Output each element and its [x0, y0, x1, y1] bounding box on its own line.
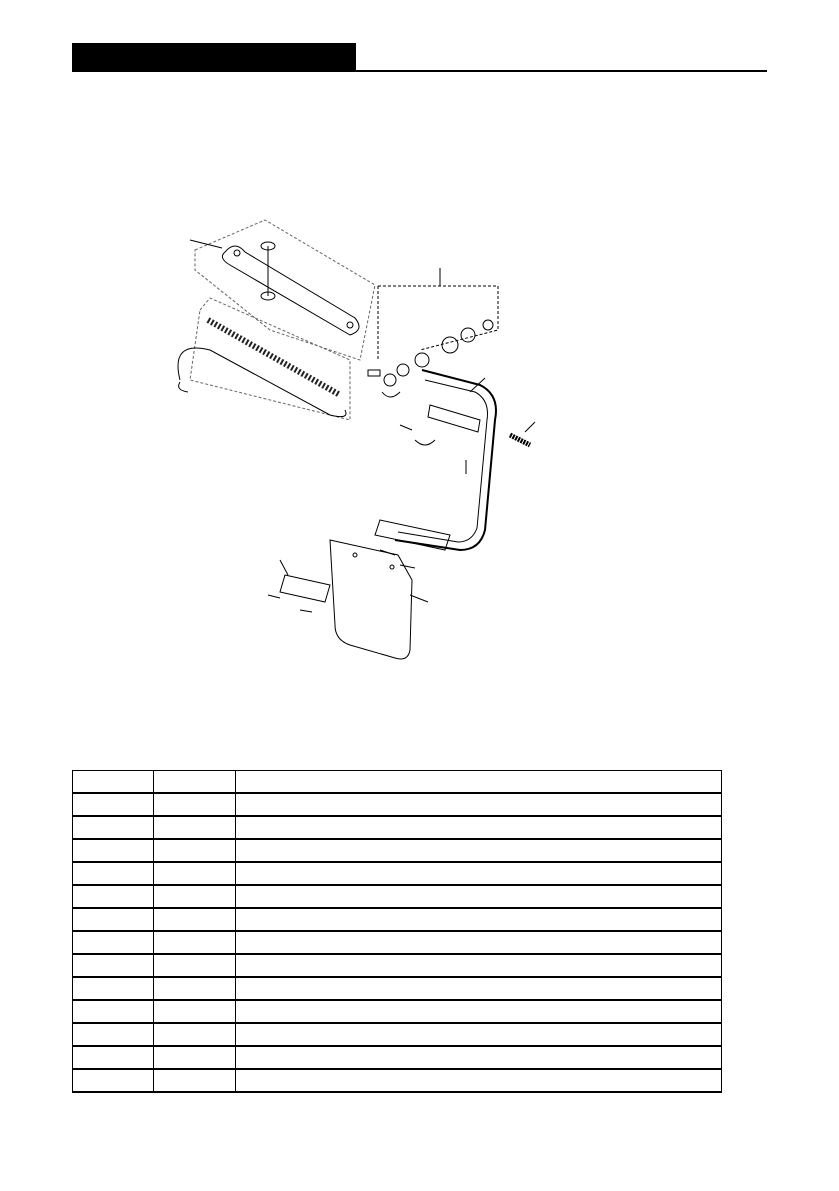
- strap-hole: [347, 322, 353, 328]
- table-cell: [236, 885, 722, 908]
- table-cell: [73, 885, 154, 908]
- table-cell: [236, 1023, 722, 1046]
- table-cell: [236, 1069, 722, 1092]
- bushing: [415, 353, 429, 367]
- cable-end: [179, 382, 188, 392]
- leader-line: [280, 560, 288, 575]
- table-cell: [236, 1046, 722, 1069]
- table-cell: [236, 793, 722, 816]
- main-handle-inner: [398, 380, 488, 542]
- exploded-parts-diagram: [150, 210, 570, 700]
- table-cell: [73, 839, 154, 862]
- table-cell: [154, 908, 236, 931]
- table-cell: [154, 793, 236, 816]
- table-row: [73, 1069, 722, 1092]
- spring: [461, 328, 475, 342]
- table-row: [73, 862, 722, 885]
- table-cell: [73, 1046, 154, 1069]
- parts-table-body: [73, 771, 722, 1093]
- table-row: [73, 793, 722, 816]
- table-cell: [73, 816, 154, 839]
- table-cell: [154, 771, 236, 794]
- table-cell: [236, 862, 722, 885]
- table-row: [73, 954, 722, 977]
- table-row: [73, 1000, 722, 1023]
- leader-line: [525, 422, 535, 432]
- table-cell: [154, 1000, 236, 1023]
- table-cell: [236, 954, 722, 977]
- table-row: [73, 1023, 722, 1046]
- table-row: [73, 931, 722, 954]
- table-cell: [236, 977, 722, 1000]
- table-row: [73, 839, 722, 862]
- table-cell: [154, 839, 236, 862]
- table-cell: [154, 931, 236, 954]
- table-cell: [73, 977, 154, 1000]
- parts-table: [72, 770, 722, 1093]
- bolt: [368, 370, 380, 376]
- clip: [382, 392, 400, 397]
- reinforcement-plate: [280, 575, 330, 602]
- leader-line: [470, 378, 485, 392]
- screw: [400, 425, 412, 430]
- table-cell: [236, 771, 722, 794]
- callout-box: [378, 286, 498, 360]
- table-cell: [236, 931, 722, 954]
- table-cell: [73, 793, 154, 816]
- main-handle-outer: [395, 370, 496, 550]
- cross-bracket: [428, 405, 480, 432]
- strap-hole: [234, 250, 240, 256]
- plate-group-outline: [195, 220, 375, 360]
- table-row: [73, 977, 722, 1000]
- table-cell: [73, 1069, 154, 1092]
- table-cell: [154, 1046, 236, 1069]
- table-cell: [73, 862, 154, 885]
- leader-line: [190, 240, 222, 248]
- nut: [384, 374, 396, 386]
- table-cell: [154, 1069, 236, 1092]
- table-cell: [154, 816, 236, 839]
- washer: [483, 320, 493, 330]
- table-cell: [154, 885, 236, 908]
- table-cell: [236, 908, 722, 931]
- grip-spring: [510, 435, 530, 445]
- table-cell: [73, 908, 154, 931]
- table-cell: [236, 839, 722, 862]
- clamp: [415, 440, 435, 445]
- table-cell: [236, 1000, 722, 1023]
- table-cell: [73, 931, 154, 954]
- table-row: [73, 1046, 722, 1069]
- table-cell: [73, 1000, 154, 1023]
- table-cell: [236, 816, 722, 839]
- header-rule: [72, 70, 767, 72]
- table-header-row: [73, 771, 722, 794]
- strap-bracket: [222, 246, 359, 335]
- screw: [300, 610, 312, 612]
- table-row: [73, 885, 722, 908]
- gear: [442, 337, 458, 353]
- nut: [397, 364, 409, 376]
- table-row: [73, 816, 722, 839]
- screw: [400, 565, 415, 568]
- chain-group-outline: [190, 298, 350, 420]
- leader-line: [410, 595, 428, 602]
- table-cell: [73, 954, 154, 977]
- table-cell: [154, 954, 236, 977]
- table-cell: [73, 771, 154, 794]
- table-cell: [73, 1023, 154, 1046]
- table-cell: [154, 1023, 236, 1046]
- mount-hole: [390, 565, 394, 569]
- mud-flap: [330, 540, 412, 659]
- table-cell: [154, 862, 236, 885]
- table-cell: [154, 977, 236, 1000]
- mount-hole: [353, 553, 357, 557]
- lower-bracket: [375, 520, 450, 550]
- header-black-tab: [72, 43, 356, 71]
- table-row: [73, 908, 722, 931]
- screw: [268, 595, 280, 598]
